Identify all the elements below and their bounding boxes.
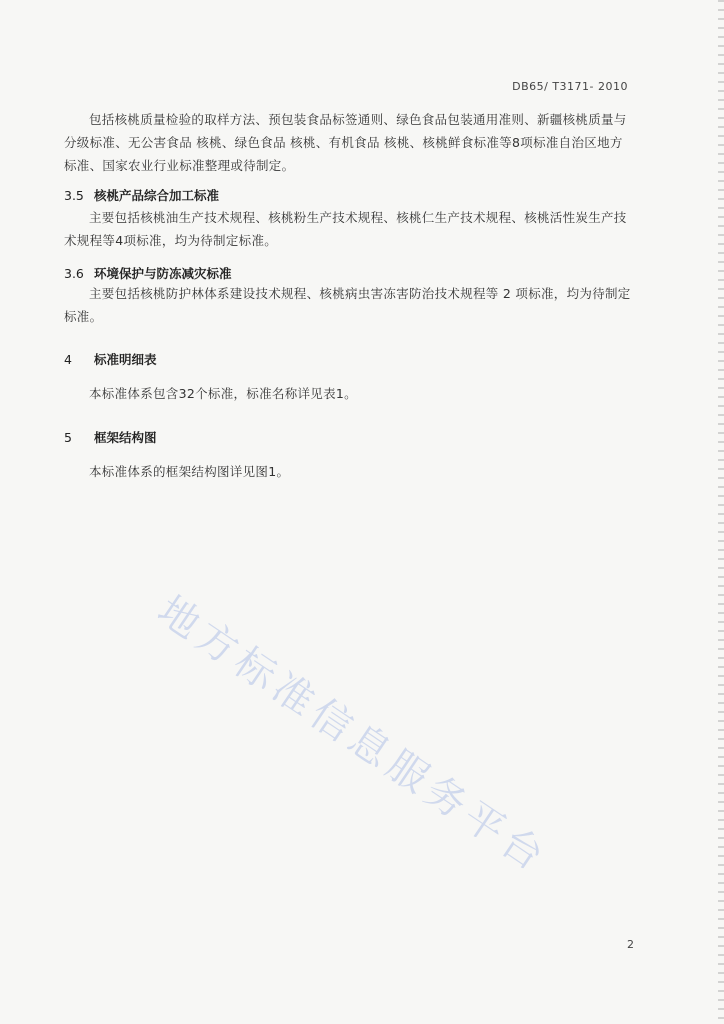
watermark: 地方标准信息服务平台: [149, 587, 557, 883]
heading-title: 核桃产品综合加工标准: [94, 188, 220, 203]
heading-3-6: [64, 264, 232, 282]
heading-4: [64, 350, 157, 368]
paragraph-processing-standards: 主要包括核桃油生产技术规程、核桃粉生产技术规程、核桃仁生产技术规程、核桃活性炭生产技术规程等4项标准，均为待制定标准。: [64, 210, 627, 248]
heading-number: 4: [64, 352, 72, 367]
heading-3-5: [64, 186, 219, 204]
paragraph-environment-standards: 主要包括核桃防护林体系建设技术规程、核桃病虫害冻害防治技术规程等 2 项标准，均为待制定标准。: [64, 286, 631, 324]
heading-number: 3.6: [64, 266, 84, 281]
paragraph-quality-standards: 包括核桃质量检验的取样方法、预包装食品标签通则、绿色食品包装通用准则、新疆核桃质量与分级标准、无公害食品 核桃、绿色食品 核桃、有机食品 核桃、核桃鲜食标准等8项标准自治区地方标准、国家农业行业标准整理或待制定。: [64, 112, 627, 173]
heading-5: [64, 428, 157, 446]
heading-title: 标准明细表: [94, 352, 157, 367]
paragraph-framework-diagram: 本标准体系的框架结构图详见图1。: [89, 464, 290, 479]
heading-number: 5: [64, 430, 72, 445]
heading-number: 3.5: [64, 188, 84, 203]
standard-code: DB65/ T3171- 2010: [512, 80, 628, 93]
heading-title: 环境保护与防冻减灾标准: [94, 266, 232, 281]
page-number: 2: [627, 938, 634, 951]
paragraph-standard-list: 本标准体系包含32个标准，标准名称详见表1。: [89, 386, 357, 401]
scan-edge: [718, 0, 724, 1024]
heading-title: 框架结构图: [94, 430, 157, 445]
